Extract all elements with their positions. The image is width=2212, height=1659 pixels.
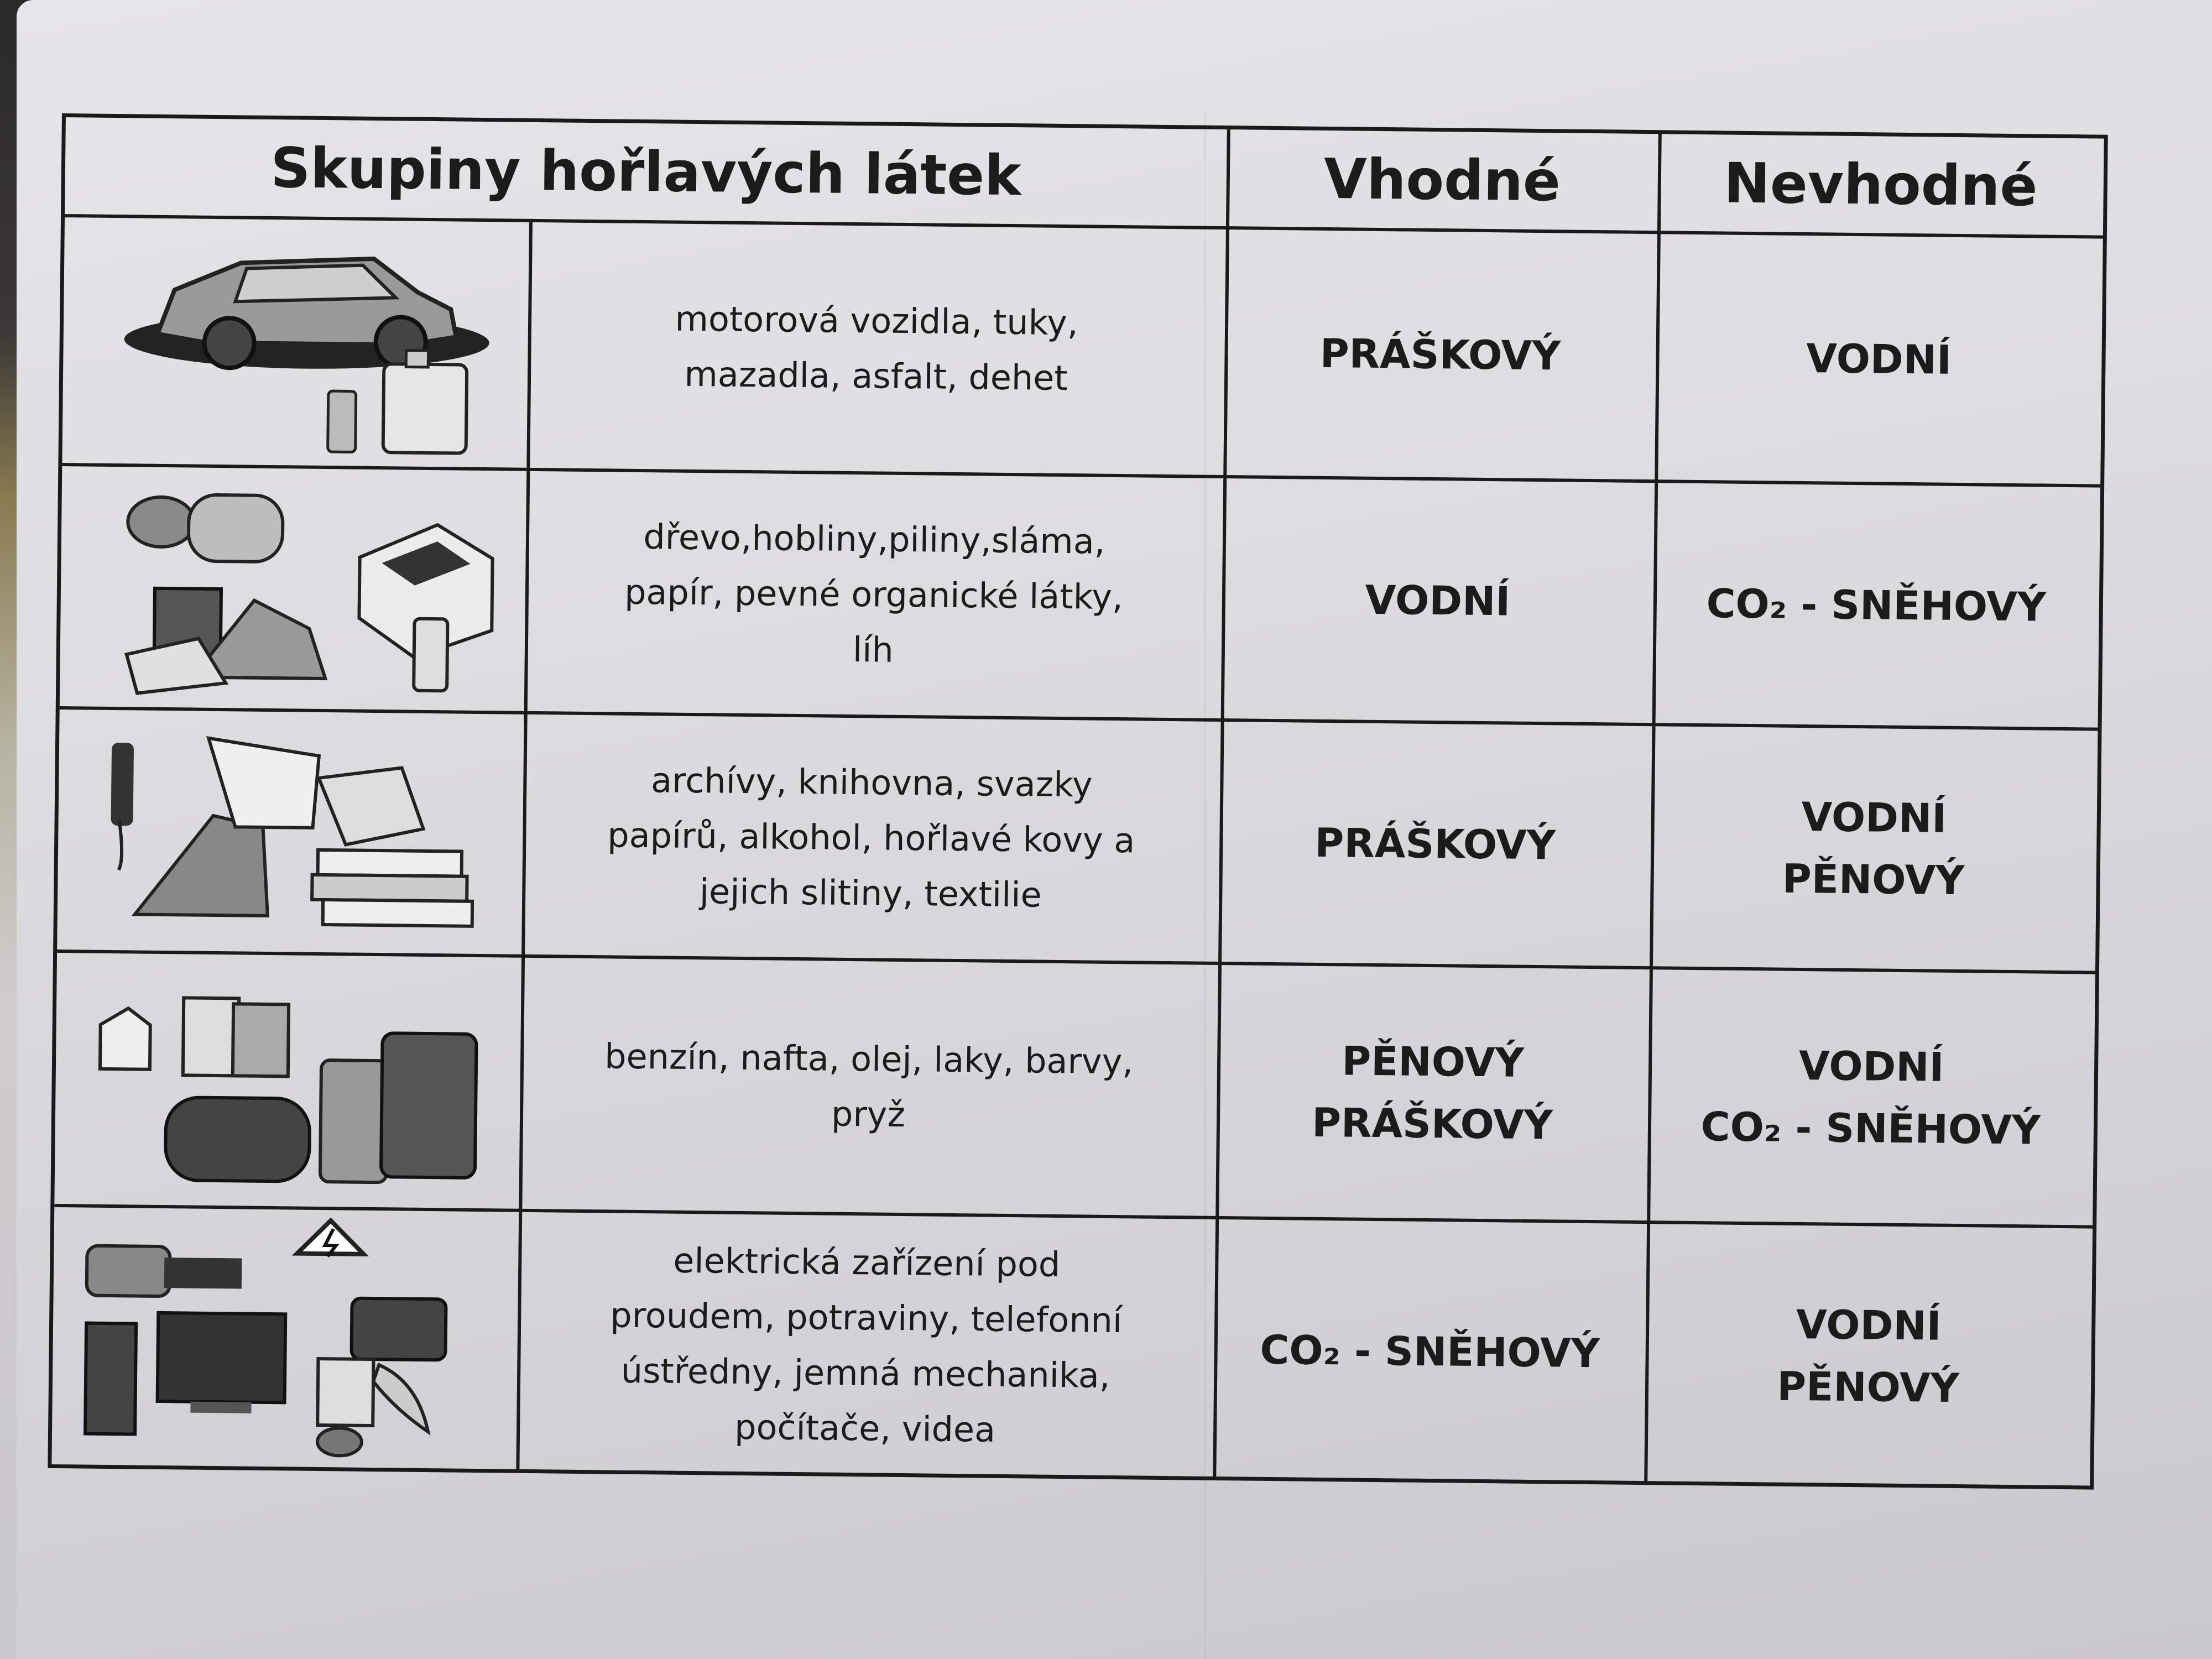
row-2-unsuitable <box>1652 483 2101 727</box>
description-line: papírů, alkohol, hořlavé kovy a <box>607 815 1135 861</box>
row-4-description <box>519 958 1218 1216</box>
header-suitable: Vhodné <box>1323 146 1561 214</box>
extinguisher-type: PRÁŠKOVÝ <box>1311 1099 1553 1149</box>
extinguisher-type: VODNÍ <box>1365 576 1511 625</box>
extinguisher-type: CO₂ - SNĚHOVÝ <box>1706 580 2047 630</box>
row-2-description <box>524 471 1223 718</box>
extinguisher-type: VODNÍ <box>1806 335 1952 383</box>
fuel-cans-paint-illustration <box>66 958 566 1201</box>
row-1-description <box>526 222 1226 475</box>
description-line: proudem, potraviny, telefonní <box>609 1295 1123 1341</box>
row-3-suitable <box>1218 722 1652 966</box>
books-papers-wine-illustration <box>68 714 568 946</box>
electronics-food-phone-illustration <box>62 1212 563 1466</box>
row-1-suitable <box>1223 229 1657 479</box>
description-line: elektrická zařízení pod <box>673 1240 1061 1285</box>
row-1-unsuitable <box>1655 234 2103 484</box>
row-3-description <box>521 714 1220 962</box>
row-5-description <box>516 1212 1215 1479</box>
description-line: papír, pevné organické látky, <box>624 571 1124 618</box>
extinguisher-type: PRÁŠKOVÝ <box>1319 330 1561 379</box>
description-line: pryž <box>831 1093 906 1135</box>
description-line: líh <box>852 629 894 670</box>
row-5-unsuitable <box>1644 1224 2093 1488</box>
car-and-canisters-illustration <box>74 222 573 460</box>
row-3-unsuitable <box>1650 726 2098 971</box>
description-line: ústředny, jemná mechanika, <box>620 1350 1110 1396</box>
description-line: archívy, knihovna, svazky <box>650 760 1093 805</box>
extinguisher-type: PĚNOVÝ <box>1342 1037 1525 1086</box>
extinguisher-type: VODNÍ <box>1796 1301 1942 1349</box>
row-5-suitable <box>1213 1219 1647 1484</box>
description-line: motorová vozidla, tuky, <box>675 298 1079 343</box>
extinguisher-table <box>48 113 2107 1490</box>
description-line: počítače, videa <box>734 1406 996 1450</box>
extinguisher-type: PĚNOVÝ <box>1776 1363 1960 1412</box>
wood-hay-box-illustration <box>71 471 571 703</box>
description-line: benzín, nafta, olej, laky, barvy, <box>604 1036 1134 1082</box>
description-line: jejich slitiny, textilie <box>699 871 1042 915</box>
extinguisher-type: VODNÍ <box>1801 794 1947 842</box>
row-4-unsuitable <box>1647 969 2095 1225</box>
extinguisher-type: CO₂ - SNĚHOVÝ <box>1260 1326 1600 1377</box>
header-groups: Skupiny hořlavých látek <box>270 135 1022 208</box>
extinguisher-type: VODNÍ <box>1798 1042 1944 1091</box>
description-line: mazadla, asfalt, dehet <box>684 353 1068 399</box>
row-2-suitable <box>1221 478 1655 723</box>
extinguisher-type: CO₂ - SNĚHOVÝ <box>1700 1103 2041 1154</box>
extinguisher-type: PRÁŠKOVÝ <box>1314 819 1556 869</box>
extinguisher-type: PĚNOVÝ <box>1782 855 1965 904</box>
row-4-suitable <box>1215 965 1650 1220</box>
header-unsuitable: Nevhodné <box>1723 150 2038 219</box>
description-line: dřevo,hobliny,piliny,sláma, <box>643 517 1105 562</box>
